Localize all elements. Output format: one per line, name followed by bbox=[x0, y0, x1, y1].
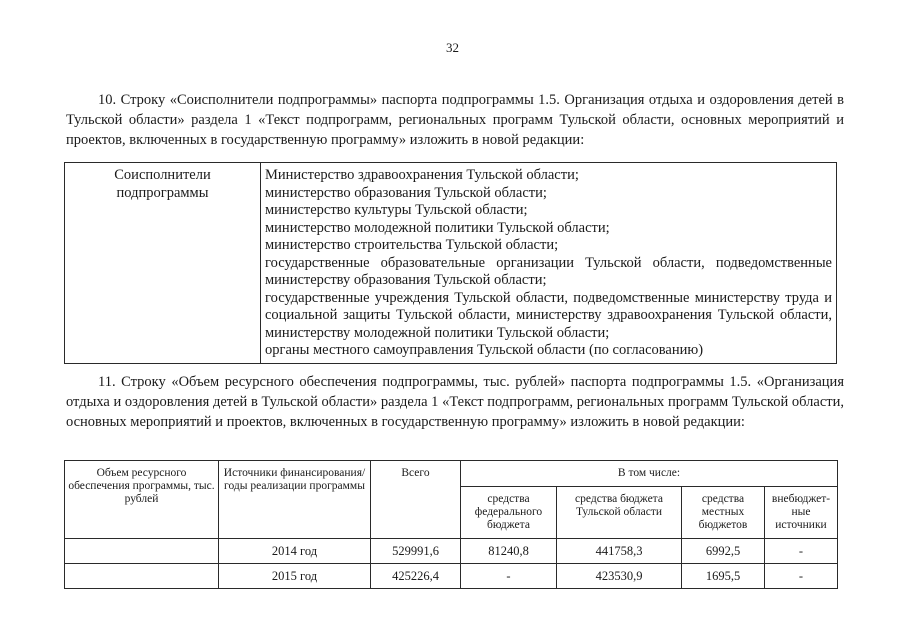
list-item: министерство культуры Тульской области; bbox=[265, 202, 528, 218]
header-funding-sources: Источники финансирования/годы реализации программы bbox=[219, 461, 371, 539]
table-row bbox=[65, 539, 838, 564]
page-number: 32 bbox=[446, 40, 459, 55]
cell-local: 6992,5 bbox=[682, 539, 765, 564]
list-item: министерство строительства Тульской области; bbox=[265, 237, 559, 253]
cell-total: 529991,6 bbox=[371, 539, 461, 564]
cell-extrabudgetary: - bbox=[765, 564, 838, 589]
cell-local: 1695,5 bbox=[682, 564, 765, 589]
co-executors-table bbox=[64, 162, 837, 364]
cell-federal: - bbox=[461, 564, 557, 589]
list-item: министерство молодежной политики Тульской области; bbox=[265, 219, 610, 236]
row-blank-cell bbox=[65, 539, 219, 564]
cell-extrabudgetary: - bbox=[765, 539, 838, 564]
paragraph-10-text: 10. Строку «Соисполнители подпрограммы» паспорта подпрограммы 1.5. Организация отдыха и оздоровления детей в Тульской области» раздела 1 «Текст подпрограмм, региональных программ Тульской области, основных мероприятий и проектов, включенных в государственную программу» изложить в новой редакции: bbox=[66, 92, 844, 148]
cell-regional: 441758,3 bbox=[557, 539, 682, 564]
list-item: Министерство здравоохранения Тульской области; bbox=[265, 167, 579, 183]
table-row bbox=[65, 564, 838, 589]
list-item: государственные учреждения Тульской области, подведомственные министерству труда и социальной защиты Тульской области, министерству здравоохранения Тульской области, министерству молодежной политики Тульской области; bbox=[265, 289, 832, 341]
paragraph-10 bbox=[66, 90, 844, 150]
header-including: В том числе: bbox=[461, 461, 838, 487]
co-executors-list bbox=[261, 163, 837, 364]
header-funding-volume: Объем ресурсного обеспечения программы, тыс. рублей bbox=[65, 461, 219, 539]
list-item: министерство образования Тульской области; bbox=[265, 184, 547, 201]
co-executors-label: Соисполнители подпрограммы bbox=[65, 163, 261, 364]
row-blank-cell bbox=[65, 564, 219, 589]
cell-regional: 423530,9 bbox=[557, 564, 682, 589]
funding-table bbox=[64, 460, 838, 589]
header-extrabudgetary: внебюджет-ные источники bbox=[765, 487, 838, 539]
list-item: государственные образовательные организации Тульской области, подведомственные министерству образования Тульской области; bbox=[265, 254, 832, 288]
header-federal: средства федерального бюджета bbox=[461, 487, 557, 539]
header-local: средства местных бюджетов bbox=[682, 487, 765, 539]
cell-year: 2014 год bbox=[219, 539, 371, 564]
header-total: Всего bbox=[371, 461, 461, 539]
paragraph-11 bbox=[66, 372, 844, 432]
cell-year: 2015 год bbox=[219, 564, 371, 589]
header-regional: средства бюджета Тульской области bbox=[557, 487, 682, 539]
list-item: органы местного самоуправления Тульской области (по согласованию) bbox=[265, 342, 704, 358]
paragraph-11-text: 11. Строку «Объем ресурсного обеспечения подпрограммы, тыс. рублей» паспорта подпрограммы 1.5. «Организация отдыха и оздоровления детей в Тульской области» раздела 1 «Текст подпрограмм, региональных программ Тульской области, основных мероприятий и проектов, включенных в государственную программу» изложить в новой редакции: bbox=[66, 374, 844, 430]
cell-total: 425226,4 bbox=[371, 564, 461, 589]
cell-federal: 81240,8 bbox=[461, 539, 557, 564]
